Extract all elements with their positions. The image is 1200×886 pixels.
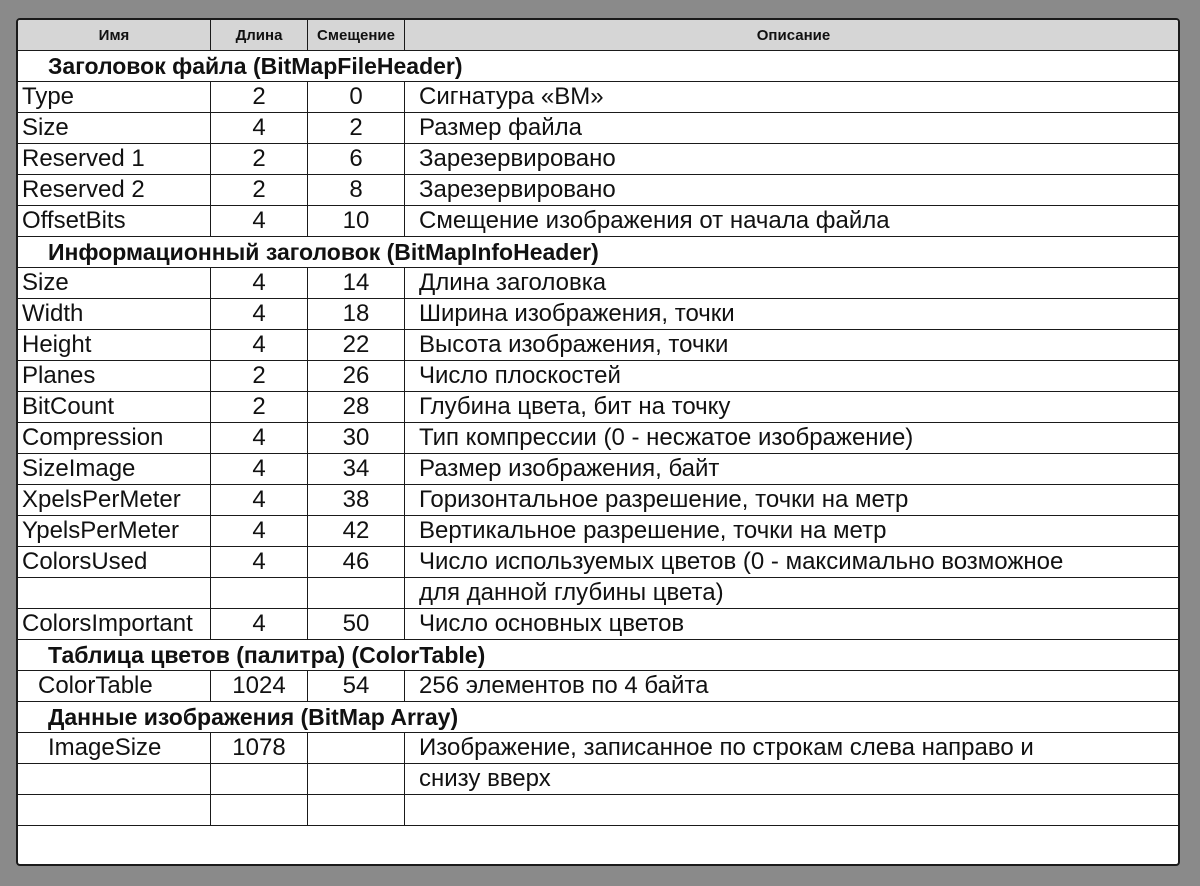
field-offset: 46 xyxy=(308,547,405,578)
field-name: BitCount xyxy=(18,392,211,423)
field-name: XpelsPerMeter xyxy=(18,485,211,516)
table-row xyxy=(18,733,1181,764)
field-description: Сигнатура «BM» xyxy=(405,82,1181,113)
section-row xyxy=(18,237,1181,268)
table-row xyxy=(18,609,1181,640)
field-offset: 54 xyxy=(308,671,405,702)
field-offset: 8 xyxy=(308,175,405,206)
table-row xyxy=(18,485,1181,516)
field-offset: 10 xyxy=(308,206,405,237)
field-name: Width xyxy=(18,299,211,330)
field-length: 4 xyxy=(211,299,308,330)
field-offset xyxy=(308,733,405,764)
field-name: SizeImage xyxy=(18,454,211,485)
field-length: 4 xyxy=(211,268,308,299)
field-name: Size xyxy=(18,268,211,299)
table-row xyxy=(18,144,1181,175)
table-row xyxy=(18,454,1181,485)
empty-row xyxy=(18,795,1181,826)
section-image-data: Данные изображения (BitMap Array) xyxy=(18,702,1181,733)
field-length: 2 xyxy=(211,392,308,423)
field-description: Размер файла xyxy=(405,113,1181,144)
field-offset: 2 xyxy=(308,113,405,144)
field-offset: 18 xyxy=(308,299,405,330)
field-offset: 38 xyxy=(308,485,405,516)
field-description: Зарезервировано xyxy=(405,175,1181,206)
bmp-structure-table xyxy=(17,19,1180,826)
field-description: Ширина изображения, точки xyxy=(405,299,1181,330)
field-name: Reserved 2 xyxy=(18,175,211,206)
field-length: 2 xyxy=(211,82,308,113)
field-offset: 0 xyxy=(308,82,405,113)
field-name: Planes xyxy=(18,361,211,392)
table-row xyxy=(18,206,1181,237)
field-description-continuation: для данной глубины цвета) xyxy=(405,578,1181,609)
table-row xyxy=(18,82,1181,113)
field-length: 2 xyxy=(211,175,308,206)
section-row xyxy=(18,702,1181,733)
section-row xyxy=(18,640,1181,671)
field-offset: 22 xyxy=(308,330,405,361)
field-name: Height xyxy=(18,330,211,361)
field-name: Type xyxy=(18,82,211,113)
field-length: 4 xyxy=(211,113,308,144)
field-length: 4 xyxy=(211,516,308,547)
field-name: ColorTable xyxy=(18,671,211,702)
bmp-structure-sheet xyxy=(16,18,1180,866)
field-description: Зарезервировано xyxy=(405,144,1181,175)
field-description: Длина заголовка xyxy=(405,268,1181,299)
field-offset: 28 xyxy=(308,392,405,423)
field-length: 4 xyxy=(211,485,308,516)
field-name: OffsetBits xyxy=(18,206,211,237)
table-row-continuation xyxy=(18,578,1181,609)
field-offset: 26 xyxy=(308,361,405,392)
field-description: Изображение, записанное по строкам слева направо и xyxy=(405,733,1181,764)
field-length: 4 xyxy=(211,454,308,485)
field-length: 2 xyxy=(211,144,308,175)
section-file-header: Заголовок файла (BitMapFileHeader) xyxy=(18,51,1181,82)
table-row xyxy=(18,299,1181,330)
field-name: YpelsPerMeter xyxy=(18,516,211,547)
field-length: 1024 xyxy=(211,671,308,702)
field-description: Число плоскостей xyxy=(405,361,1181,392)
table-row xyxy=(18,175,1181,206)
field-offset: 50 xyxy=(308,609,405,640)
table-header-row xyxy=(18,20,1181,51)
field-offset: 30 xyxy=(308,423,405,454)
section-row xyxy=(18,51,1181,82)
field-name: Size xyxy=(18,113,211,144)
table-row xyxy=(18,671,1181,702)
field-length: 4 xyxy=(211,609,308,640)
field-description: Число используемых цветов (0 - максимально возможное xyxy=(405,547,1181,578)
table-row-continuation xyxy=(18,764,1181,795)
field-offset: 42 xyxy=(308,516,405,547)
field-length: 2 xyxy=(211,361,308,392)
field-length: 4 xyxy=(211,330,308,361)
field-description: Число основных цветов xyxy=(405,609,1181,640)
field-description: Размер изображения, байт xyxy=(405,454,1181,485)
table-row xyxy=(18,516,1181,547)
section-color-table: Таблица цветов (палитра) (ColorTable) xyxy=(18,640,1181,671)
field-name: ImageSize xyxy=(18,733,211,764)
field-name: ColorsUsed xyxy=(18,547,211,578)
field-description: Горизонтальное разрешение, точки на метр xyxy=(405,485,1181,516)
field-description: 256 элементов по 4 байта xyxy=(405,671,1181,702)
table-row xyxy=(18,361,1181,392)
header-name: Имя xyxy=(18,20,211,51)
table-row xyxy=(18,330,1181,361)
table-row xyxy=(18,268,1181,299)
table-row xyxy=(18,113,1181,144)
header-length: Длина xyxy=(211,20,308,51)
field-description: Высота изображения, точки xyxy=(405,330,1181,361)
table-row xyxy=(18,547,1181,578)
field-length: 4 xyxy=(211,547,308,578)
field-offset: 34 xyxy=(308,454,405,485)
field-description-continuation: снизу вверх xyxy=(405,764,1181,795)
table-row xyxy=(18,392,1181,423)
field-length: 1078 xyxy=(211,733,308,764)
header-description: Описание xyxy=(405,20,1181,51)
field-name: Reserved 1 xyxy=(18,144,211,175)
field-offset: 14 xyxy=(308,268,405,299)
field-description: Глубина цвета, бит на точку xyxy=(405,392,1181,423)
header-offset: Смещение xyxy=(308,20,405,51)
field-offset: 6 xyxy=(308,144,405,175)
field-name: Compression xyxy=(18,423,211,454)
field-description: Вертикальное разрешение, точки на метр xyxy=(405,516,1181,547)
field-name: ColorsImportant xyxy=(18,609,211,640)
field-description: Тип компрессии (0 - несжатое изображение) xyxy=(405,423,1181,454)
field-length: 4 xyxy=(211,206,308,237)
section-info-header: Информационный заголовок (BitMapInfoHeader) xyxy=(18,237,1181,268)
field-description: Смещение изображения от начала файла xyxy=(405,206,1181,237)
table-row xyxy=(18,423,1181,454)
field-length: 4 xyxy=(211,423,308,454)
